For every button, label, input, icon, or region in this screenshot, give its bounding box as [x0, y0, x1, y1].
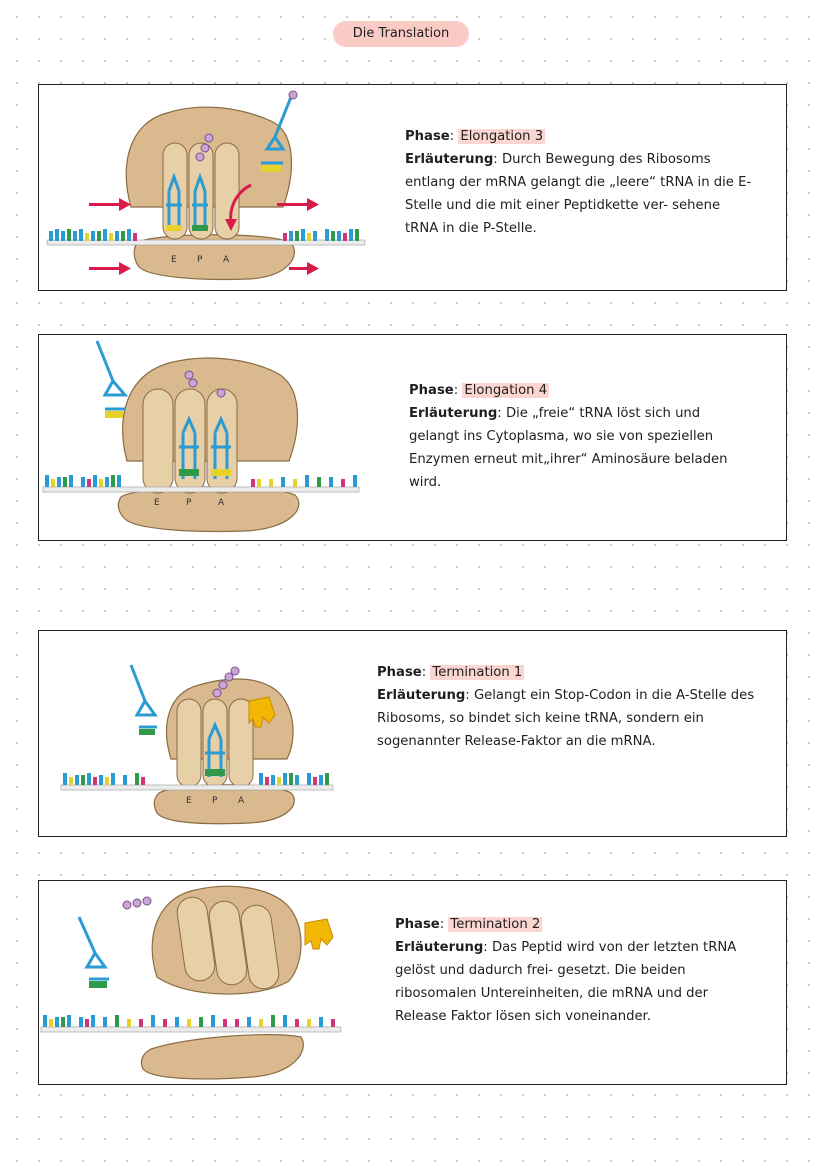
mrna-strand — [41, 1015, 341, 1032]
free-peptide — [123, 897, 151, 909]
site-label-a: A — [223, 255, 230, 265]
ribosome-small-subunit — [154, 785, 294, 824]
elongation-3-illustration — [39, 85, 379, 290]
p-tunnel — [175, 389, 205, 493]
phase-card-termination-2 — [38, 880, 787, 1085]
site-label-p: P — [186, 498, 192, 508]
a-tunnel — [215, 143, 239, 239]
phase-name: Termination 1 — [432, 665, 523, 680]
phase-name: Termination 2 — [450, 917, 541, 932]
card-description: Phase: Termination 2 Erläuterung: Das Peptid wird von der letzten tRNA gelöst und dadurch frei- gesetzt. Die beiden ribosomalen Untereinheiten, die mRNA und der Release Faktor lösen sich voneinander. — [395, 917, 737, 1024]
e-tunnel — [143, 389, 173, 493]
a-tunnel — [207, 389, 237, 493]
site-label-e: E — [186, 796, 192, 806]
ribosome-small-subunit — [118, 487, 298, 532]
trna-free — [79, 917, 109, 988]
phase-label: Phase — [409, 383, 454, 398]
site-label-e: E — [154, 498, 160, 508]
trna-released — [97, 341, 125, 418]
site-label-e: E — [171, 255, 177, 265]
site-label-a: A — [218, 498, 225, 508]
page-title: Die Translation — [333, 21, 469, 47]
phase-label: Phase — [377, 665, 422, 680]
e-tunnel — [163, 143, 187, 239]
site-label-p: P — [212, 796, 218, 806]
ribosome-small-subunit — [141, 1035, 303, 1079]
phase-label: Phase — [405, 129, 450, 144]
site-label-p: P — [197, 255, 203, 265]
card-description: Phase: Elongation 4 Erläuterung: Die „freie“ tRNA löst sich und gelangt ins Cytoplasma, wo sie von speziellen Enzymen erneut mit„ihrer“ Aminosäure beladen wird. — [409, 383, 728, 490]
termination-2-illustration — [39, 881, 379, 1084]
trna-released — [131, 665, 157, 735]
phase-label: Phase — [395, 917, 440, 932]
explanation-text: Das Peptid wird von der letzten tRNA gelöst und dadurch frei- gesetzt. Die beiden ribosomalen Untereinheiten, die mRNA und der Release Faktor lösen sich voneinander. — [395, 940, 737, 1024]
explanation-label: Erläuterung — [405, 152, 494, 167]
explanation-label: Erläuterung — [395, 940, 484, 955]
explanation-text: Gelangt ein Stop-Codon in die A-Stelle des Ribosoms, so bindet sich keine tRNA, sondern ein sogenannter Release-Faktor an die mRNA. — [377, 688, 755, 749]
explanation-label: Erläuterung — [377, 688, 466, 703]
phase-name: Elongation 4 — [464, 383, 548, 398]
explanation-label: Erläuterung — [409, 406, 498, 421]
elongation-4-illustration — [39, 335, 379, 540]
phase-card-elongation-3 — [38, 84, 787, 291]
phase-card-elongation-4 — [38, 334, 787, 541]
phase-name: Elongation 3 — [460, 129, 544, 144]
site-label-a: A — [238, 796, 245, 806]
explanation-text: Durch Bewegung des Ribosoms entlang der mRNA gelangt die „leere“ tRNA in die E-Stelle und die mit einer Peptidkette ver- sehene tRNA in die P-Stelle. — [405, 152, 752, 236]
phase-card-termination-1 — [38, 630, 787, 837]
card-description: Phase: Elongation 3 Erläuterung: Durch Bewegung des Ribosoms entlang der mRNA gelangt die „leere“ tRNA in die E-Stelle und die mit einer Peptidkette ver- sehene tRNA in die P-Stelle. — [405, 129, 752, 236]
release-factor — [305, 919, 333, 949]
e-tunnel — [177, 699, 201, 787]
explanation-text: Die „freie“ tRNA löst sich und gelangt ins Cytoplasma, wo sie von speziellen Enzymen erneut mit„ihrer“ Aminosäure beladen wird. — [409, 406, 728, 490]
termination-1-illustration — [39, 631, 379, 836]
card-description: Phase: Termination 1 Erläuterung: Gelangt ein Stop-Codon in die A-Stelle des Ribosoms, so bindet sich keine tRNA, sondern ein sogenannter Release-Faktor an die mRNA. — [377, 665, 755, 749]
